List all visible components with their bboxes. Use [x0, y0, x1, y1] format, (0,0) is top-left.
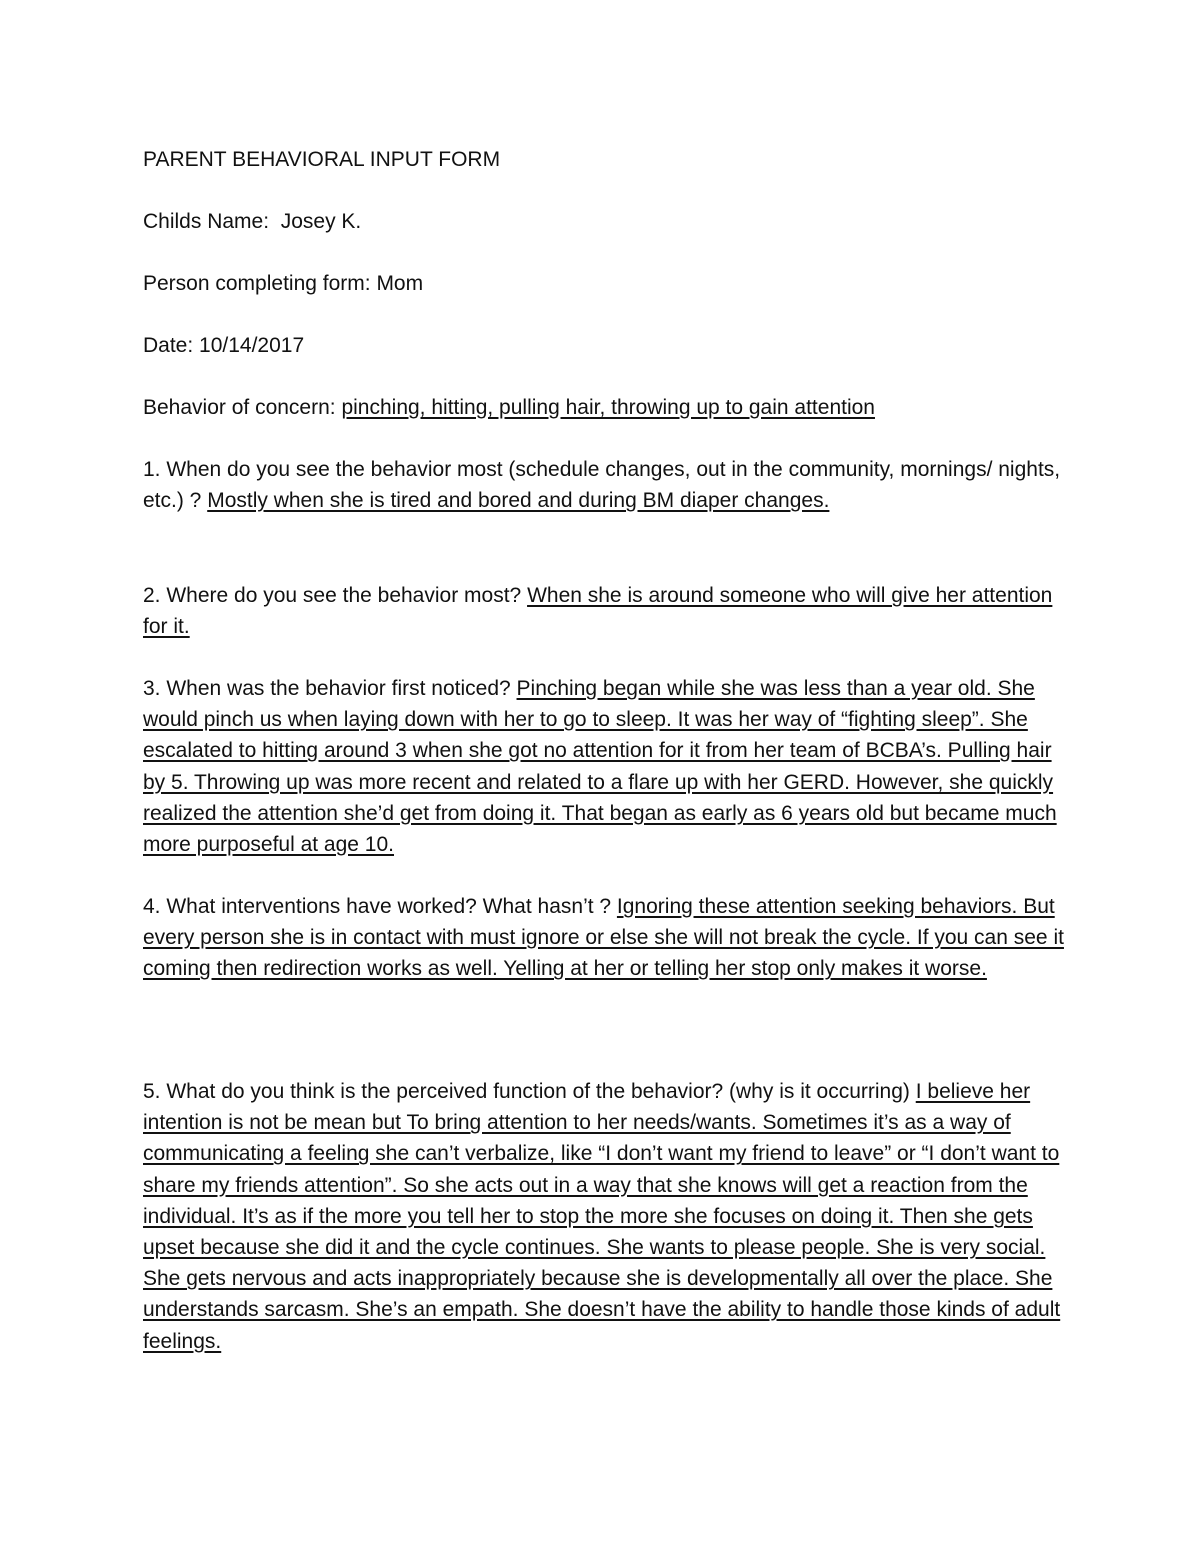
- behavior-of-concern-line: [143, 392, 1073, 423]
- question-5-text: 5. What do you think is the perceived function of the behavior? (why is it occurring): [143, 1080, 916, 1103]
- question-1-text: 1. When do you see the behavior most (schedule changes, out in the community, mornings/ nights, etc.) ?: [143, 458, 1061, 513]
- question-4-text: 4. What interventions have worked? What hasn’t ?: [143, 895, 617, 918]
- behavior-of-concern-label: Behavior of concern:: [143, 396, 342, 419]
- question-5-answer: I believe her intention is not be mean but To bring attention to her needs/wants. Sometimes it’s as a way of communicating a feeling she can’t verbalize, like “I don’t want my friend to leave” or “I don’t want to share my friends attention”. So she acts out in a way that she knows will get a reaction from the individual. It’s as if the more you tell her to stop the more she focuses on doing it. Then she gets upset because she did it and the cycle continues. She wants to please people. She is very social. She gets nervous and acts inappropriately because she is developmentally all over the place. She understands sarcasm. She’s an empath. She doesn’t have the ability to handle those kinds of adult feelings.: [143, 1080, 1061, 1353]
- behavior-of-concern-answer: pinching, hitting, pulling hair, throwing up to gain attention: [341, 396, 875, 419]
- child-name-value: Josey K.: [280, 210, 362, 233]
- question-4-answer: Ignoring these attention seeking behaviors. But every person she is in contact with must ignore or else she will not break the cycle. If you can see it coming then redirection works as well. Yelling at her or telling her stop only makes it worse.: [143, 895, 1064, 981]
- question-1: [143, 454, 1073, 516]
- question-3-text: 3. When was the behavior first noticed?: [143, 677, 517, 700]
- question-4: [143, 891, 1073, 985]
- person-completing-label: Person completing form:: [143, 272, 377, 295]
- form-title-text: PARENT BEHAVIORAL INPUT FORM: [143, 148, 501, 171]
- child-name-label: Childs Name:: [143, 210, 281, 233]
- question-2: [143, 580, 1073, 642]
- form-title: [143, 144, 1073, 175]
- person-completing-line: [143, 268, 1073, 299]
- child-name-line: [143, 206, 1073, 237]
- question-2-text: 2. Where do you see the behavior most?: [143, 584, 528, 607]
- question-1-answer: Mostly when she is tired and bored and during BM diaper changes.: [207, 489, 830, 513]
- question-3: [143, 673, 1073, 860]
- question-3-answer: Pinching began while she was less than a year old. She would pinch us when laying down with her to go to sleep. It was her way of “fighting sleep”. She escalated to hitting around 3 when she got no attention for it from her team of BCBA’s. Pulling hair by 5. Throwing up was more recent and related to a flare up with her GERD. However, she quickly realized the attention she’d get from doing it. That began as early as 6 years old but became much more purposeful at age 10.: [143, 677, 1057, 857]
- date-value: 10/14/2017: [199, 334, 305, 357]
- person-completing-value: Mom: [376, 272, 424, 295]
- date-line: [143, 330, 1073, 361]
- question-2-answer: When she is around someone who will give her attention for it.: [143, 584, 1053, 639]
- question-5: [143, 1076, 1073, 1357]
- date-label: Date:: [143, 334, 200, 357]
